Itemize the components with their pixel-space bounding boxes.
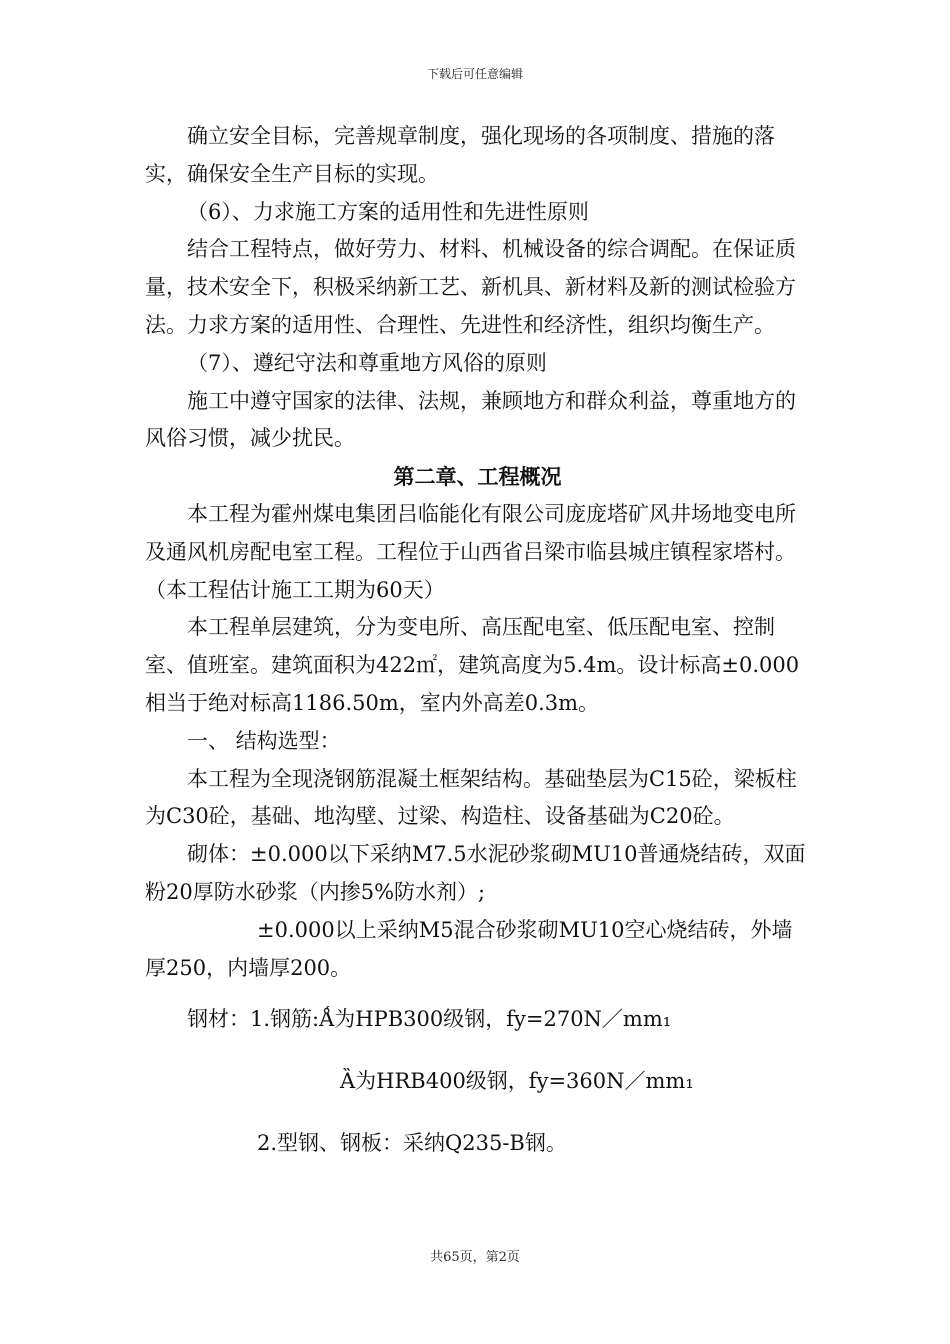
page-footer: 共65页，第2页 [430, 1250, 520, 1265]
document-body [145, 118, 810, 1163]
paragraph-masonry-above: ±0.000以上采纳M5混合砂浆砌MU10空心烧结砖，外墙厚250，内墙厚200。 [145, 917, 793, 980]
section-structure-heading: 一、 结构选型： [187, 728, 341, 753]
paragraph-structure: 本工程为全现浇钢筋混凝土框架结构。基础垫层为C15砼，梁板柱为C30砼，基础、地沟壁、过梁、构造柱、设备基础为C20砼。 [145, 766, 797, 829]
paragraph-safety-goals: 确立安全目标，完善规章制度，强化现场的各项制度、措施的落实，确保安全生产目标的实现。 [145, 124, 775, 186]
heading-principle-7: （7）、遵纪守法和尊重地方风俗的原则 [187, 350, 547, 375]
paragraph-masonry-below: 砌体：±0.000以下采纳M7.5水泥砂浆砌MU10普通烧结砖，双面粉20厚防水砂浆（内掺5%防水剂）; [145, 842, 806, 904]
chapter-title: 第二章、工程概况 [393, 464, 562, 490]
paragraph-construction-plan: 结合工程特点，做好劳力、材料、机械设备的综合调配。在保证质量，技术安全下，积极采纳新工艺、新机具、新材料及新的测试检验方法。力求方案的适用性、合理性、先进性和经济性，组织均衡生产。 [145, 237, 796, 337]
paragraph-building-info: 本工程单层建筑，分为变电所、高压配电室、低压配电室、控制室、值班室。建筑面积为422㎡，建筑高度为5.4m。设计标高±0.000相当于绝对标高1186.50m，室内外高差0.3m。 [145, 615, 800, 715]
paragraph-steel-plate: 2.型钢、钢板：采纳Q235-B钢。 [257, 1130, 567, 1155]
heading-principle-6: （6）、力求施工方案的适用性和先进性原则 [187, 199, 589, 224]
paragraph-steel-rebar-2: Ȁ为HRB400级钢，fy=360N／mm₁ [340, 1069, 694, 1094]
paragraph-law-customs: 施工中遵守国家的法律、法规，兼顾地方和群众利益，尊重地方的风俗习惯，减少扰民。 [145, 388, 796, 451]
page-header: 下载后可任意编辑 [426, 67, 523, 81]
paragraph-project-intro: 本工程为霍州煤电集团吕临能化有限公司庞庞塔矿风井场地变电所及通风机房配电室工程。工程位于山西省吕梁市临县城庄镇程家塔村。（本工程估计施工工期为60天） [145, 501, 796, 602]
paragraph-steel-rebar: 钢材：1.钢筋:Ǻ为HPB300级钢，fy=270N／mm₁ [187, 1007, 672, 1032]
